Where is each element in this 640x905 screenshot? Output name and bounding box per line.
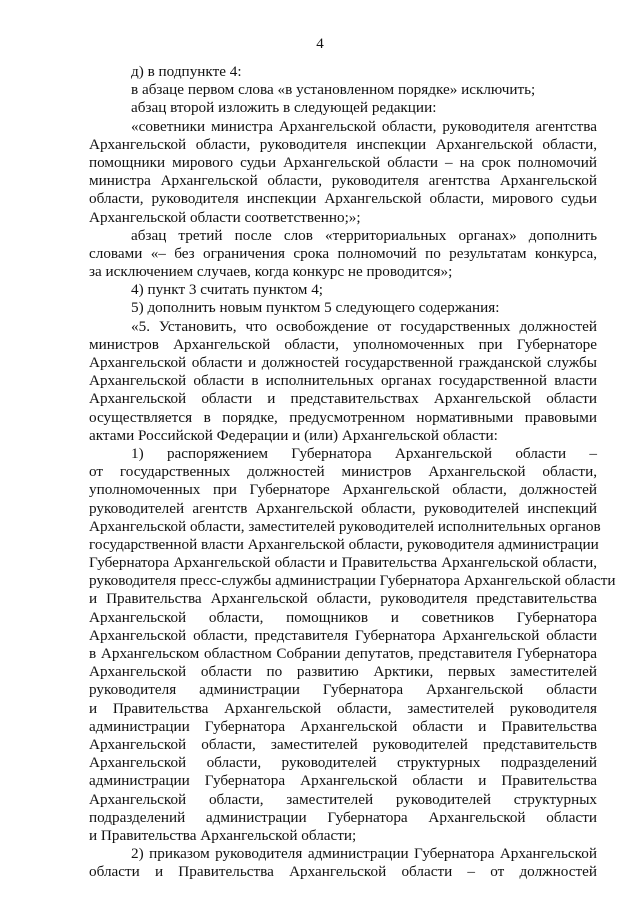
- text-line: уполномоченных при Губернаторе Архангельской области, должностей: [89, 481, 597, 499]
- text-line: и Правительства Архангельской области, заместителей руководителя: [89, 699, 597, 717]
- text-line: Архангельской области, заместителей руководителей исполнительных органов: [89, 517, 601, 535]
- text-line: Губернатора Архангельской области и Правительства Архангельской области,: [89, 554, 597, 572]
- text-line: администрации Губернатора Архангельской области и Правительства: [89, 772, 597, 790]
- text-line: «5. Установить, что освобождение от государственных должностей: [131, 317, 597, 335]
- text-line: руководителей агентств Архангельской области, руководителей инспекций: [89, 499, 597, 517]
- text-line: руководителя администрации Губернатора Архангельской области: [89, 681, 597, 699]
- text-line: государственной власти Архангельской области, руководителя администрации: [89, 535, 599, 553]
- text-line: и Правительства Архангельской области;: [89, 826, 357, 844]
- text-line: Архангельской области по развитию Арктики, первых заместителей: [89, 663, 597, 681]
- text-line: области и Правительства Архангельской области – от должностей: [89, 863, 597, 881]
- text-line: и Правительства Архангельской области, руководителя представительства: [89, 590, 597, 608]
- text-line: словами «– без ограничения срока полномочий по результатам конкурса,: [89, 244, 597, 262]
- text-line: Архангельской области, заместителей руководителей структурных: [89, 790, 597, 808]
- text-line: Архангельской области, представителя Губернатора Архангельской области: [89, 626, 597, 644]
- text-line: от государственных должностей министров Архангельской области,: [89, 463, 597, 481]
- text-line: абзац второй изложить в следующей редакции:: [131, 99, 437, 117]
- text-line: министра Архангельской области, руководителя агентства Архангельской: [89, 172, 597, 190]
- text-line: абзац третий после слов «территориальных органах» дополнить: [131, 226, 597, 244]
- text-line: Архангельской области и должностей государственной гражданской службы: [89, 354, 597, 371]
- text-line: Архангельской области, заместителей руководителей представительств: [89, 735, 597, 753]
- text-line: Архангельской области, руководителей структурных подразделений: [89, 754, 597, 772]
- text-line: Архангельской области, помощников и советников Губернатора: [89, 608, 597, 626]
- text-line: помощники мирового судьи Архангельской области – на срок полномочий: [89, 153, 597, 171]
- text-line: области, руководителя инспекции Архангельской области, мирового судьи: [89, 190, 597, 208]
- page-number: 4: [316, 36, 324, 52]
- text-line: 1) распоряжением Губернатора Архангельской области –: [131, 444, 597, 462]
- text-line: в Архангельском областном Собрании депутатов, представителя Губернатора: [89, 645, 597, 662]
- text-line: 2) приказом руководителя администрации Губернатора Архангельской: [131, 845, 597, 863]
- text-line: 5) дополнить новым пунктом 5 следующего содержания:: [131, 299, 500, 317]
- text-line: подразделений администрации Губернатора Архангельской области: [89, 808, 597, 826]
- text-line: за исключением случаев, когда конкурс не проводится»;: [89, 263, 453, 281]
- text-line: д) в подпункте 4:: [131, 63, 242, 80]
- text-line: актами Российской Федерации и (или) Архангельской области:: [89, 426, 498, 444]
- text-line: «советники министра Архангельской области, руководителя агентства: [131, 117, 597, 135]
- text-line: осуществляется в порядке, предусмотренном нормативными правовыми: [89, 408, 597, 426]
- text-line: Архангельской области, руководителя инспекции Архангельской области,: [89, 135, 597, 153]
- text-line: Архангельской области соответственно;»;: [89, 208, 361, 226]
- text-line: 4) пункт 3 считать пунктом 4;: [131, 281, 324, 299]
- text-line: министров Архангельской области, уполномоченных при Губернаторе: [89, 335, 597, 353]
- text-line: администрации Губернатора Архангельской области и Правительства: [89, 717, 597, 735]
- text-line: в абзаце первом слова «в установленном порядке» исключить;: [131, 81, 536, 99]
- text-line: Архангельской области и представительствах Архангельской области: [89, 390, 597, 408]
- document-body: [89, 63, 616, 881]
- text-line: руководителя пресс-службы администрации Губернатора Архангельской области: [89, 572, 616, 590]
- text-line: Архангельской области в исполнительных органах государственной власти: [89, 372, 597, 390]
